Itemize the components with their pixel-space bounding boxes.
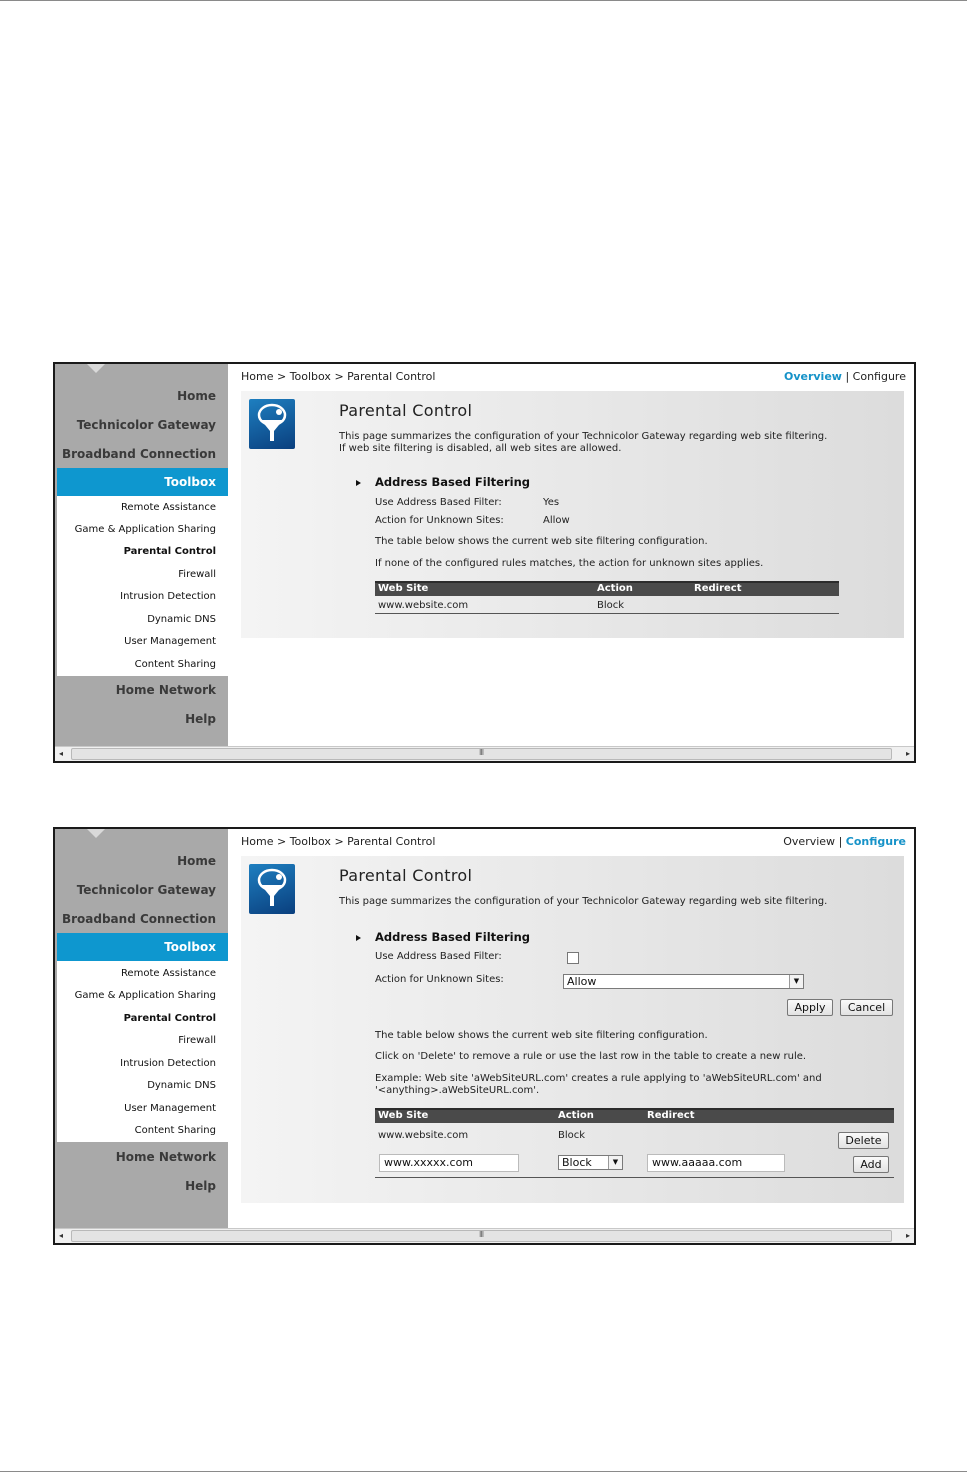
filter-table-header [375,1108,894,1123]
sidebar-item-game-application-sharing[interactable]: Game & Application Sharing [74,524,216,535]
delete-note: Click on 'Delete' to remove a rule or use the last row in the table to create a new rule. [375,1051,807,1062]
page-description: This page summarizes the configuration of your Technicolor Gateway regarding web site filtering. [339,431,828,442]
sidebar-item-parental-control[interactable]: Parental Control [123,546,216,557]
scroll-thumb[interactable] [71,1230,892,1242]
page-top-rule [0,0,967,1]
use-filter-value: Yes [543,497,560,508]
use-filter-label: Use Address Based Filter: [375,951,502,962]
section-title: Address Based Filtering [375,475,531,489]
sidebar-item-content-sharing[interactable]: Content Sharing [134,659,216,670]
col-action: Action [558,1110,594,1121]
new-redirect-input[interactable]: www.aaaaa.com [647,1154,785,1172]
sidebar-item-home-network[interactable]: Home Network [115,683,216,697]
table-bottom-rule [375,613,839,614]
use-filter-label: Use Address Based Filter: [375,497,502,508]
col-web-site: Web Site [378,1110,429,1121]
view-separator: | [845,370,850,383]
table-note: The table below shows the current web site filtering configuration. [375,536,708,547]
sidebar-item-home[interactable]: Home [177,389,216,403]
triangle-right-icon [356,935,361,941]
sidebar-item-remote-assistance[interactable]: Remote Assistance [120,968,216,979]
scroll-left-icon[interactable]: ◂ [59,749,64,758]
example-note: Example: Web site 'aWebSiteURL.com' creates a rule applying to 'aWebSiteURL.com' and [375,1073,822,1084]
tab-overview[interactable]: Overview [783,370,842,383]
view-separator: | [838,835,843,848]
use-filter-checkbox[interactable] [567,952,579,964]
sidebar-item-broadband-connection[interactable]: Broadband Connection [61,912,216,926]
col-web-site: Web Site [378,583,429,594]
horizontal-scrollbar[interactable] [55,746,914,761]
unknown-sites-label: Action for Unknown Sites: [375,515,504,526]
unknown-sites-label: Action for Unknown Sites: [375,974,504,985]
tab-configure[interactable]: Configure [852,370,906,383]
sidebar-item-home-network[interactable]: Home Network [115,1150,216,1164]
sidebar-item-remote-assistance[interactable]: Remote Assistance [120,502,216,513]
sidebar-item-user-management[interactable]: User Management [124,636,216,647]
table-note: The table below shows the current web site filtering configuration. [375,1030,708,1041]
filter-table-header [375,581,839,596]
new-action-select[interactable] [558,1155,623,1170]
cancel-button[interactable]: Cancel [840,999,893,1016]
sidebar-notch [87,829,105,838]
delete-button[interactable]: Delete [838,1132,889,1149]
page-title: Parental Control [339,866,473,885]
scroll-right-icon[interactable]: ▸ [905,749,910,758]
sidebar-item-content-sharing[interactable]: Content Sharing [134,1125,216,1136]
scroll-thumb[interactable] [71,748,892,760]
new-web-site-input[interactable]: www.xxxxx.com [379,1154,519,1172]
horizontal-scrollbar[interactable] [55,1228,914,1243]
view-switcher [784,370,906,383]
page-title: Parental Control [339,401,473,420]
sidebar-subnav [57,961,228,1142]
breadcrumb: Home > Toolbox > Parental Control [241,835,436,848]
fallback-note: If none of the configured rules matches, the action for unknown sites applies. [375,558,764,569]
scroll-right-icon[interactable]: ▸ [905,1231,910,1240]
sidebar-item-broadband-connection[interactable]: Broadband Connection [61,447,216,461]
tab-configure[interactable]: Configure [845,835,906,848]
sidebar-item-dynamic-dns[interactable]: Dynamic DNS [147,1080,216,1091]
sidebar-item-toolbox[interactable]: Toolbox [57,468,228,496]
sidebar-item-game-application-sharing[interactable]: Game & Application Sharing [74,990,216,1001]
scroll-grip-icon: III [479,1230,484,1239]
sidebar-item-toolbox[interactable]: Toolbox [57,933,228,961]
page-bottom-rule [0,1471,967,1472]
sidebar-item-parental-control[interactable]: Parental Control [123,1013,216,1024]
sidebar-item-home[interactable]: Home [177,854,216,868]
sidebar [55,829,228,1229]
sidebar-item-help[interactable]: Help [185,1179,216,1193]
sidebar-item-help[interactable]: Help [185,712,216,726]
chevron-down-icon[interactable]: ▼ [789,975,803,988]
col-action: Action [597,583,633,594]
apply-button[interactable]: Apply [787,999,833,1016]
sidebar-item-intrusion-detection[interactable]: Intrusion Detection [120,1058,216,1069]
new-action-select-value: Block [562,1156,592,1169]
row-web-site: www.website.com [378,600,469,611]
triangle-right-icon [356,480,361,486]
page-description-2: If web site filtering is disabled, all web sites are allowed. [339,443,622,454]
row-action: Block [597,600,625,611]
sidebar-item-user-management[interactable]: User Management [124,1103,216,1114]
row-action: Block [558,1130,586,1141]
example-note-2: '<anything>.aWebSiteURL.com'. [375,1085,540,1096]
sidebar-subnav [57,496,228,676]
add-button[interactable]: Add [853,1156,889,1173]
section-title: Address Based Filtering [375,930,531,944]
sidebar-item-technicolor-gateway[interactable]: Technicolor Gateway [76,883,216,897]
unknown-sites-select-value: Allow [567,975,597,988]
sidebar-item-firewall[interactable]: Firewall [178,1035,216,1046]
tab-overview[interactable]: Overview [783,835,836,848]
breadcrumb: Home > Toolbox > Parental Control [241,370,436,383]
sidebar [55,364,228,747]
row-web-site: www.website.com [378,1130,469,1141]
overview-screenshot [53,362,916,763]
parental-control-logo-icon [249,864,295,914]
sidebar-item-dynamic-dns[interactable]: Dynamic DNS [147,614,216,625]
unknown-sites-value: Allow [543,515,570,526]
unknown-sites-select[interactable] [563,974,804,989]
sidebar-notch [87,364,105,373]
sidebar-item-intrusion-detection[interactable]: Intrusion Detection [120,591,216,602]
chevron-down-icon[interactable]: ▼ [608,1156,622,1169]
content-panel [241,391,904,638]
view-switcher [783,835,906,848]
col-redirect: Redirect [694,583,742,594]
scroll-left-icon[interactable]: ◂ [59,1231,64,1240]
content-panel [241,856,904,1203]
col-redirect: Redirect [647,1110,695,1121]
configure-screenshot [53,827,916,1245]
parental-control-logo-icon [249,399,295,449]
table-bottom-rule [375,1177,894,1178]
sidebar-item-firewall[interactable]: Firewall [178,569,216,580]
scroll-grip-icon: III [479,748,484,757]
sidebar-item-technicolor-gateway[interactable]: Technicolor Gateway [76,418,216,432]
page-description: This page summarizes the configuration of your Technicolor Gateway regarding web site filtering. [339,896,828,907]
